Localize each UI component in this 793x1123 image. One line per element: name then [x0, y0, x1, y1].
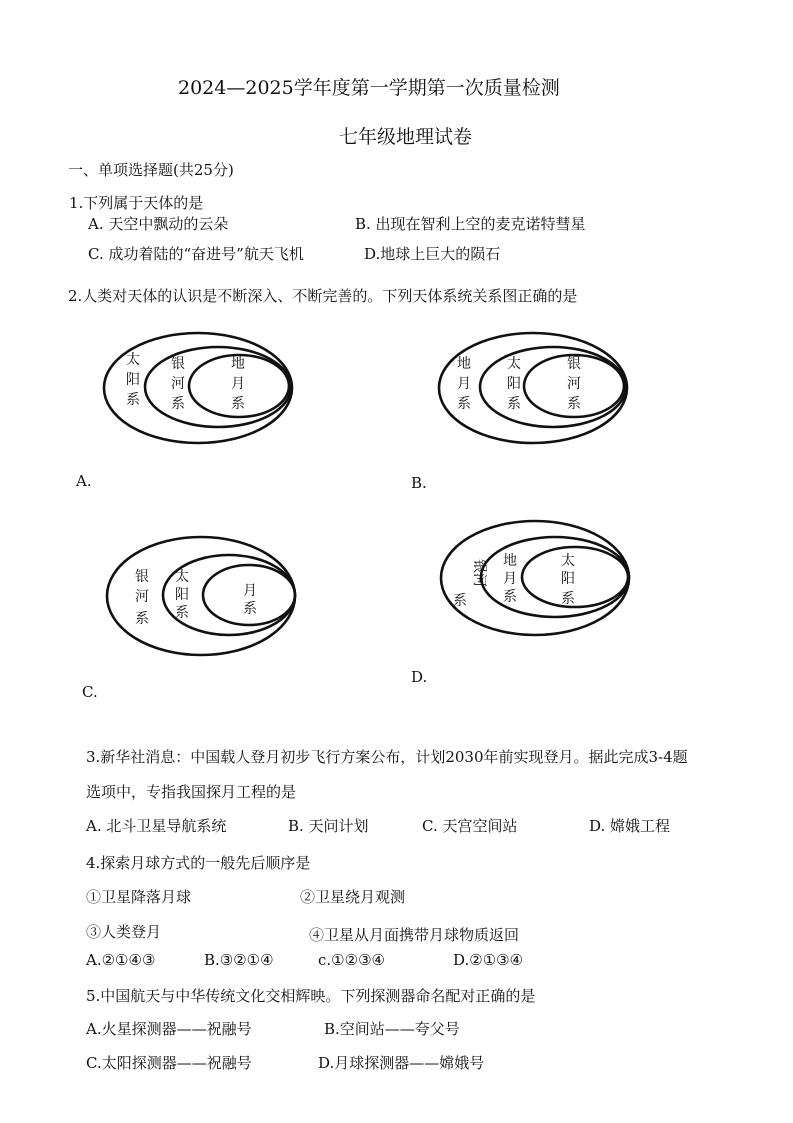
- section-heading: 一、单项选择题(共25分): [68, 161, 234, 179]
- diagram-b-middle-char: 系: [507, 396, 521, 412]
- diagram-b-inner-char: 银: [567, 356, 581, 372]
- diagram-d-middle-char: 地: [503, 553, 517, 569]
- diagram-a-inner-char: 月: [231, 376, 245, 392]
- diagram-d-label: D.: [411, 668, 428, 686]
- diagram-d-inner-ring: [522, 547, 628, 607]
- q1-option-a: A. 天空中飘动的云朵: [88, 215, 229, 233]
- diagram-c-inner-char: 月: [243, 583, 257, 599]
- diagram-b: [435, 330, 635, 450]
- q4-item-1: ①卫星降落月球: [86, 888, 192, 906]
- diagram-a-middle-char: 银: [171, 356, 185, 372]
- q5-option-d: D.月球探测器——嫦娥号: [318, 1054, 485, 1072]
- q4-option-a: A.②①④③: [86, 951, 156, 969]
- diagram-c: [103, 533, 303, 661]
- diagram-d-inner-char: 太: [561, 553, 575, 569]
- diagram-b-outer-char: 月: [457, 376, 471, 392]
- q3-stem: 3.新华社消息：中国载人登月初步飞行方案公布，计划2030年前实现登月。据此完成3-4题: [86, 748, 688, 766]
- diagram-a-middle-char: 河: [171, 376, 185, 392]
- diagram-a-label: A.: [76, 472, 92, 490]
- q3-option-b: B. 天问计划: [288, 817, 369, 835]
- diagram-c-outer-char: 银: [135, 569, 149, 585]
- q1-stem: 1.下列属于天体的是: [69, 194, 204, 212]
- q3-option-d: D. 嫦娥工程: [589, 817, 671, 835]
- diagram-c-inner-char: 系: [243, 601, 257, 617]
- exam-title: 2024—2025学年度第一学期第一次质量检测: [178, 77, 560, 99]
- exam-subtitle: 七年级地理试卷: [339, 126, 473, 148]
- q2-stem: 2.人类对天体的认识是不断深入、不断完善的。下列天体系统关系图正确的是: [68, 287, 578, 305]
- diagram-c-middle-char: 阳: [175, 587, 189, 603]
- q5-stem: 5.中国航天与中华传统文化交相辉映。下列探测器命名配对正确的是: [86, 987, 536, 1005]
- diagram-d-middle-char: 系: [503, 589, 517, 605]
- q4-item-4: ④卫星从月面携带月球物质返回: [309, 926, 520, 944]
- diagram-a-middle-char: 系: [171, 396, 185, 412]
- q4-stem: 4.探索月球方式的一般先后顺序是: [86, 854, 311, 872]
- q1-option-c: C. 成功着陆的“奋进号”航天飞机: [88, 245, 304, 263]
- diagram-b-outer-char: 系: [457, 396, 471, 412]
- diagram-a-inner-char: 地: [231, 356, 245, 372]
- diagram-d-outer-char: 系: [453, 593, 467, 609]
- diagram-a-outer-char: 太: [126, 352, 140, 368]
- diagram-c-outer-char: 河: [135, 589, 149, 605]
- q5-option-a: A.火星探测器——祝融号: [86, 1020, 252, 1038]
- diagram-a: [100, 330, 300, 450]
- diagram-d-middle-char: 月: [503, 571, 517, 587]
- diagram-b-middle-char: 太: [507, 356, 521, 372]
- q1-option-b: B. 出现在智利上空的麦克诺特彗星: [355, 215, 586, 233]
- diagram-c-label: C.: [82, 683, 98, 701]
- diagram-b-inner-char: 河: [567, 376, 581, 392]
- q4-option-b: B.③②①④: [204, 951, 274, 969]
- diagram-b-inner-char: 系: [567, 396, 581, 412]
- q3-option-c: C. 天宫空间站: [422, 817, 518, 835]
- diagram-b-label: B.: [411, 474, 427, 492]
- diagram-d: [437, 517, 637, 642]
- q5-option-c: C.太阳探测器——祝融号: [86, 1054, 252, 1072]
- diagram-b-outer-char: 地: [457, 356, 471, 372]
- diagram-d-outer-char: 银河: [471, 559, 487, 587]
- q4-item-3: ③人类登月: [86, 923, 162, 941]
- diagram-c-middle-char: 系: [175, 605, 189, 621]
- diagram-a-outer-char: 系: [126, 392, 140, 408]
- diagram-d-inner-char: 阳: [561, 571, 575, 587]
- q3-stem-continued: 选项中，专指我国探月工程的是: [86, 783, 297, 801]
- q1-option-d: D.地球上巨大的陨石: [364, 245, 501, 263]
- q4-option-d: D.②①③④: [453, 951, 524, 969]
- diagram-c-middle-char: 太: [175, 569, 189, 585]
- diagram-c-outer-char: 系: [135, 611, 149, 627]
- diagram-d-inner-char: 系: [561, 591, 575, 607]
- diagram-b-middle-char: 阳: [507, 376, 521, 392]
- diagram-a-outer-char: 阳: [126, 372, 140, 388]
- q5-option-b: B.空间站——夸父号: [324, 1020, 460, 1038]
- q4-option-c: c.①②③④: [318, 951, 385, 969]
- diagram-a-inner-char: 系: [231, 396, 245, 412]
- q3-option-a: A. 北斗卫星导航系统: [86, 817, 227, 835]
- q4-item-2: ②卫星绕月观测: [300, 888, 406, 906]
